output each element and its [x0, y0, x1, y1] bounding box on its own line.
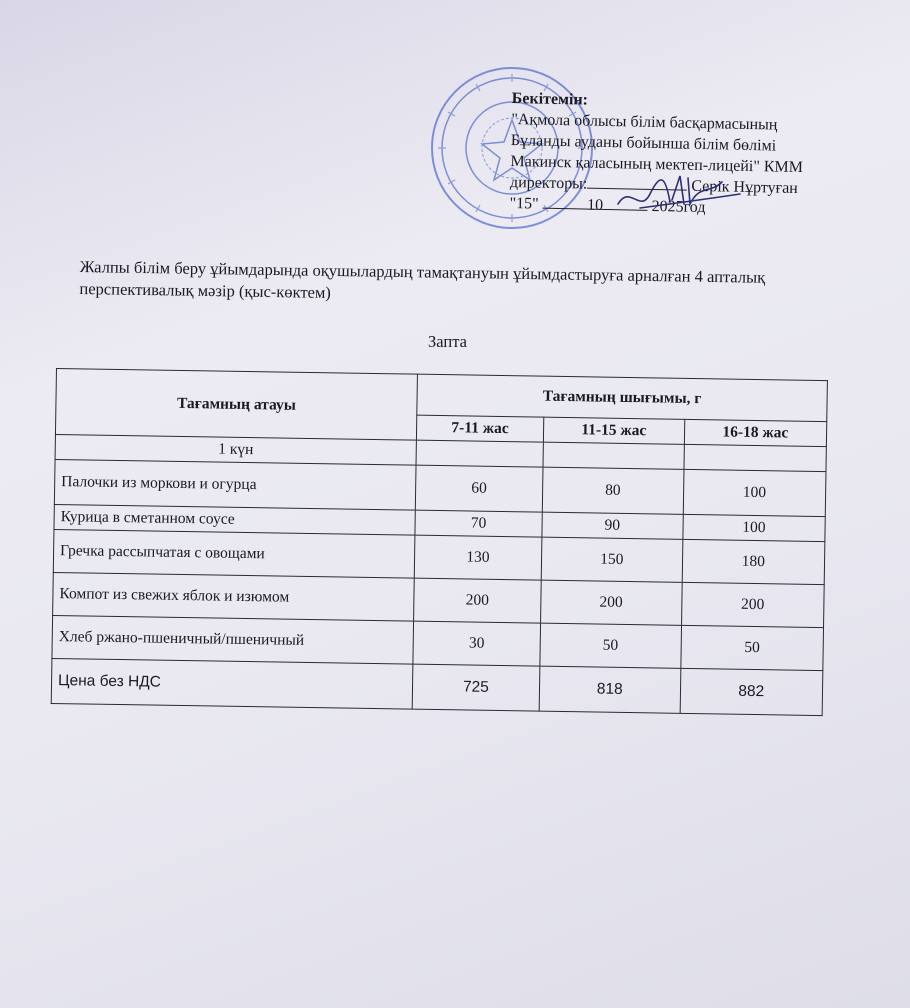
dish-name: Курица в сметанном соусе — [54, 504, 415, 535]
director-name: Серік Нұртуған — [691, 177, 799, 198]
value-cell: 80 — [542, 467, 684, 514]
header-dish-name: Тағамның атауы — [55, 369, 417, 441]
menu-table-wrap — [51, 368, 828, 716]
approval-line-4: директоры: — [509, 173, 588, 193]
table-header-row — [56, 369, 828, 422]
header-age-3: 16-18 жас — [684, 419, 827, 446]
value-cell: 200 — [681, 582, 824, 627]
value-cell: 180 — [682, 539, 825, 584]
table-cell — [416, 440, 543, 467]
value-cell: 70 — [415, 510, 542, 537]
dish-name: Хлеб ржано-пшеничный/пшеничный — [52, 615, 414, 664]
value-cell: 30 — [413, 621, 540, 666]
value-cell: 90 — [542, 512, 683, 539]
dish-name: Гречка рассыпчатая с овощами — [53, 529, 415, 578]
value-cell: 200 — [414, 578, 541, 623]
approval-line-3: Макинск қаласының мектеп-лицейі" КММ — [510, 152, 804, 177]
menu-title: Жалпы білім беру ұйымдарында оқушылардың тамақтануын ұйымдастыруға арналған 4 апталық перспективалық мәзір (қыс-көктем) — [79, 256, 766, 302]
value-cell: 50 — [681, 625, 824, 670]
approval-line-2: Бұланды ауданы бойынша білім бөлімі — [510, 131, 777, 155]
price-value: 818 — [539, 666, 681, 713]
value-cell: 60 — [415, 465, 543, 512]
value-cell: 200 — [540, 580, 681, 625]
week-label: Запта — [428, 332, 467, 351]
value-cell: 130 — [414, 535, 541, 580]
price-value: 882 — [680, 668, 823, 715]
dish-name: Палочки из моркови и огурца — [54, 459, 416, 510]
date-day: 15 — [515, 195, 533, 213]
day-label: 1 күн — [55, 434, 416, 465]
approval-line-1: "Ақмола облысы білім басқармасының — [511, 110, 778, 134]
table-cell — [684, 444, 827, 471]
value-cell: 50 — [540, 623, 681, 668]
value-cell: 100 — [683, 469, 826, 516]
header-yield: Тағамның шығымы, г — [417, 374, 828, 421]
date-year: 2025год — [651, 197, 706, 217]
handwritten-signature — [610, 164, 750, 224]
dish-name: Компот из свежих яблок и изюмом — [53, 572, 415, 621]
header-age-2: 11-15 жас — [543, 417, 684, 444]
header-age-1: 7-11 жас — [416, 415, 543, 442]
approval-heading: Бекітемін: — [511, 89, 589, 109]
price-value: 725 — [412, 664, 540, 711]
menu-table — [51, 368, 828, 716]
value-cell: 100 — [683, 514, 826, 541]
value-cell: 150 — [541, 537, 682, 582]
date-month: 10 — [586, 196, 604, 214]
table-cell — [543, 442, 684, 469]
approval-date-line: "15" 10 2025год — [509, 194, 706, 217]
price-label: Цена без НДС — [51, 658, 413, 709]
